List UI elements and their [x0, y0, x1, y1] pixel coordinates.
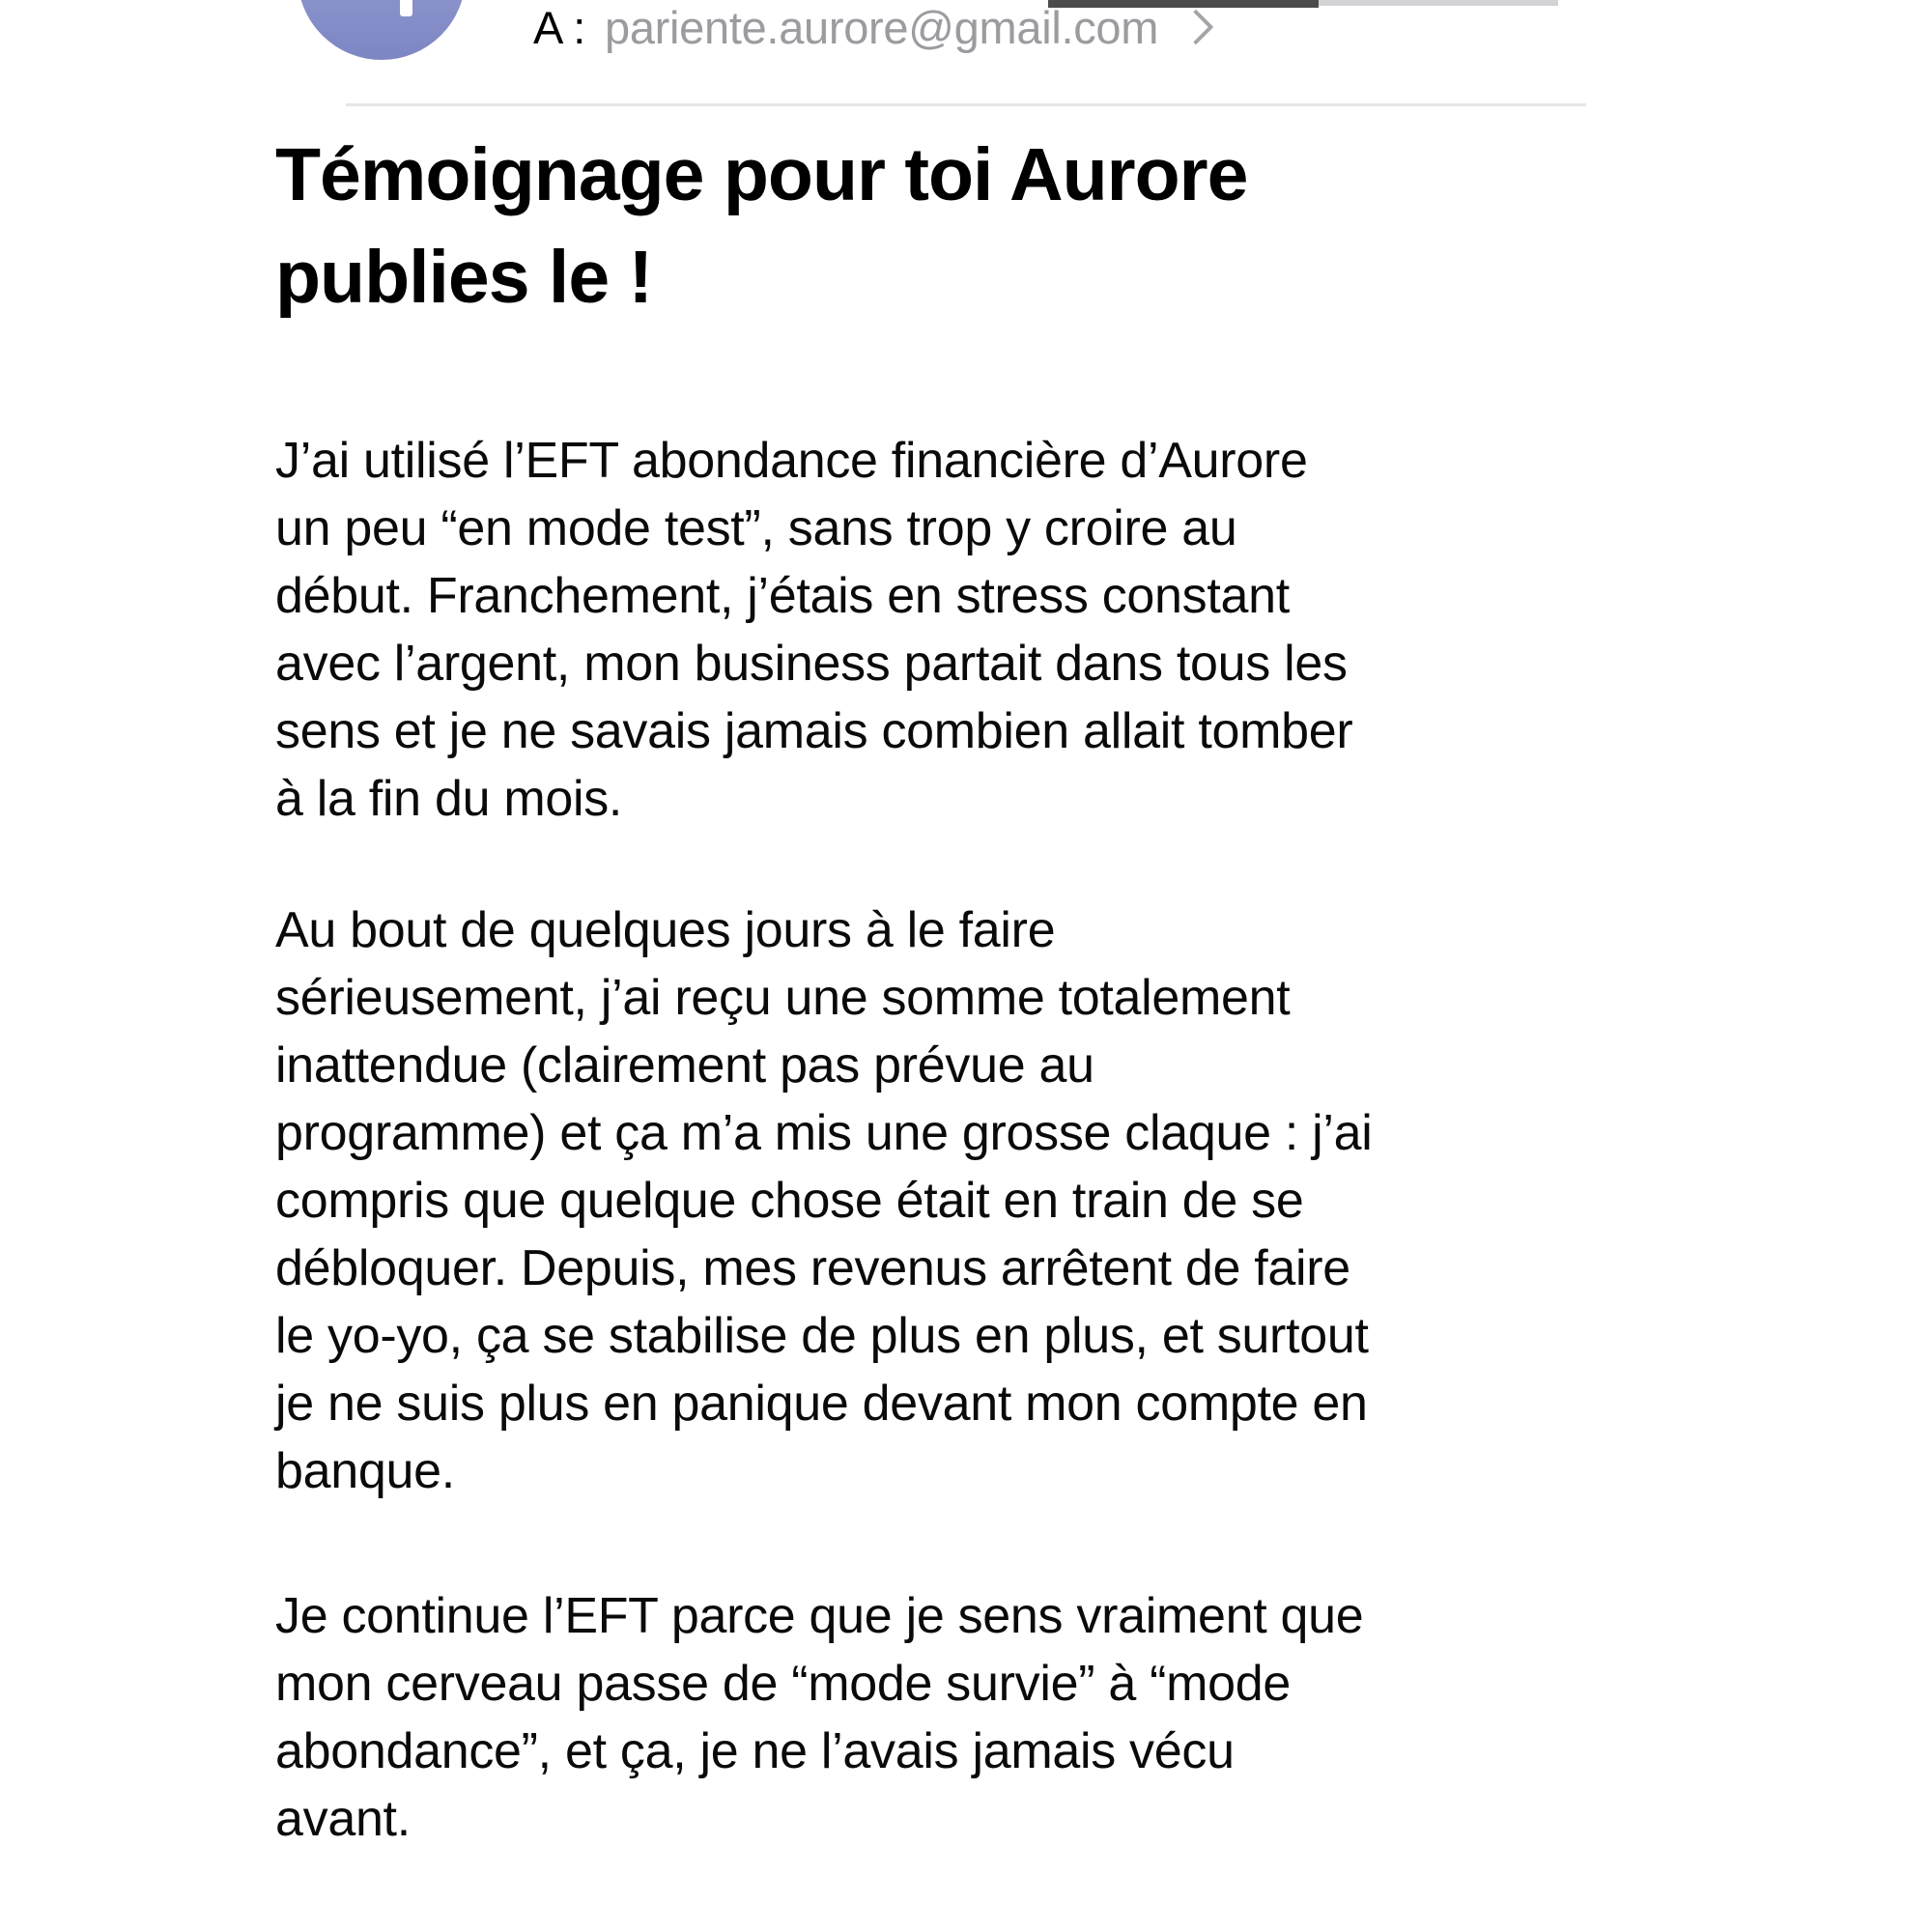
- subject-line-2: publies le !: [275, 236, 653, 319]
- body-line: avec l’argent, mon business partait dans tous les: [275, 636, 1348, 692]
- cropped-element-fragment-light: [1319, 0, 1558, 6]
- body-paragraph-1: [275, 427, 1352, 833]
- recipient-row[interactable]: [533, 0, 1208, 58]
- body-line: sérieusement, j’ai reçu une somme totalement: [275, 970, 1291, 1026]
- body-line: début. Franchement, j’étais en stress constant: [275, 568, 1290, 624]
- body-line: je ne suis plus en panique devant mon compte en: [275, 1376, 1368, 1432]
- body-line: mon cerveau passe de “mode survie” à “mode: [275, 1656, 1292, 1712]
- body-paragraph-3: [275, 1582, 1363, 1853]
- body-line: le yo-yo, ça se stabilise de plus en plus, et surtout: [275, 1308, 1369, 1364]
- body-line: programme) et ça m’a mis une grosse claque : j’ai: [275, 1105, 1373, 1161]
- body-line: Au bout de quelques jours à le faire: [275, 902, 1056, 958]
- to-label: A :: [533, 1, 585, 53]
- recipient-email[interactable]: pariente.aurore@gmail.com: [604, 1, 1159, 53]
- body-line: un peu “en mode test”, sans trop y croire au: [275, 500, 1237, 556]
- body-line: compris que quelque chose était en train de se: [275, 1173, 1304, 1229]
- body-line: à la fin du mois.: [275, 771, 623, 827]
- chevron-right-icon[interactable]: [1179, 10, 1214, 45]
- body-line: sens et je ne savais jamais combien allait tomber: [275, 703, 1353, 759]
- body-line: inattendue (clairement pas prévue au: [275, 1037, 1094, 1094]
- body-paragraph-2: [275, 896, 1373, 1505]
- subject-title: [275, 124, 1247, 328]
- body-line: débloquer. Depuis, mes revenus arrêtent de faire: [275, 1240, 1350, 1296]
- body-line: abondance”, et ça, je ne l’avais jamais vécu: [275, 1723, 1235, 1779]
- header-divider: [346, 103, 1586, 106]
- body-line: avant.: [275, 1791, 411, 1847]
- avatar-letter-fragment: [400, 0, 412, 16]
- subject-line-1: Témoignage pour toi Aurore: [275, 133, 1248, 216]
- sender-avatar[interactable]: [298, 0, 466, 60]
- body-line: J’ai utilisé l’EFT abondance financière d’Aurore: [275, 433, 1308, 489]
- body-line: banque.: [275, 1443, 455, 1499]
- body-line: Je continue l’EFT parce que je sens vraiment que: [275, 1588, 1364, 1644]
